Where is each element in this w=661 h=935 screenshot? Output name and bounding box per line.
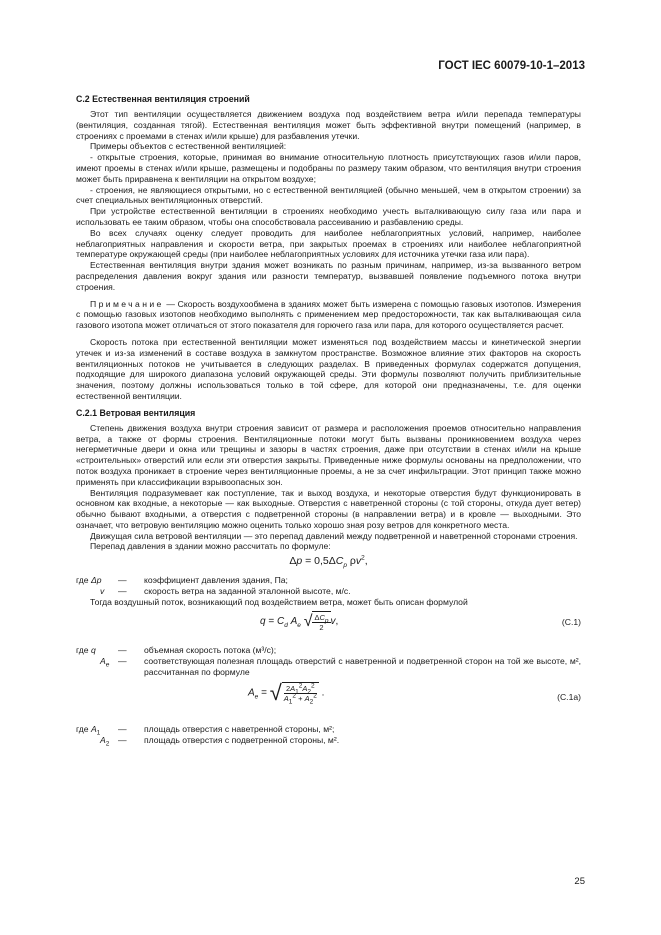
page-number: 25 bbox=[574, 876, 585, 887]
list-item: - строения, не являющиеся открытыми, но с естественной вентиляцией (обычно меньшей, чем в открытом строении) за счет специальных вентиляционных отверстий. bbox=[76, 184, 581, 206]
equation-c1-number: (С.1) bbox=[561, 617, 581, 628]
paragraph: Во всех случаях оценку следует проводить для наиболее неблагоприятных условий, например, наиболее неблагоприятных направления и скорости ветра, при закрытых проемах в строениях или наиболее неблагоприятной температуре окружающей среды (при наиболее неблагоприятных условиях для источника утечки газа или пара). bbox=[76, 227, 581, 260]
note-paragraph bbox=[76, 299, 581, 331]
definition-list bbox=[76, 575, 581, 597]
equation-c1a-body: $A_e$ = √ $\frac{2A_1^2A_2^2}{A_1^2 + A_2^2}$ . bbox=[248, 679, 325, 706]
definition-row: $A_2$ — площадь отверстия с подветренной стороны, м². bbox=[100, 734, 340, 748]
equation-c1a-number: (С.1а) bbox=[557, 691, 581, 702]
definition-row: $A_e$ — соответствующая полезная площадь отверстий с наветренной и подветренной сторон на той же высоте, м², рассчитанная по формуле bbox=[100, 656, 581, 678]
note-text: — Скорость воздухообмена в зданиях может быть измерена с помощью газовых изотопов. Измерения с помощью газовых изотопов необходимо выполнять с применением мер предосторожности, так как выталкивающая сила газового изотопа может отличаться от этого показателя для горючего газа или пара, для которого осуществляется расчет. bbox=[76, 298, 581, 331]
paragraph: Тогда воздушный поток, возникающий под воздействием ветра, может быть описан формулой bbox=[90, 596, 468, 607]
paragraph: Степень движения воздуха внутри строения зависит от размера и расположения проемов относительно направления ветра, а также от формы строения. Вентиляционные потоки могут быть вызваны проникновением воздуха через негерметичные двери и окна или трещины и зазоры в частях строения, даже при отсутствии в стенах и/или на крыше «строительных» отверстий или если эти отверстия закрыты. Приведенные ниже формулы основаны на предположении, что поток воздуха проникает в строение через вентиляционные проемы, а не за счет инфильтрации. Этот принцип также можно применять при классификации взрывоопасных зон. bbox=[76, 422, 581, 487]
paragraph: Движущая сила ветровой вентиляции — это перепад давлений между подветренной и наветренной сторонами строения. bbox=[90, 530, 578, 541]
paragraph: Примеры объектов с естественной вентиляцией: bbox=[90, 141, 287, 152]
standard-code-header: ГОСТ IEC 60079-10-1–2013 bbox=[438, 60, 585, 72]
list-item: - открытые строения, которые, принимая во внимание относительную плотность присутствующих газов и/или паров, имеют проемы в стенах и/или крыше, размещены и подобраны по размеру таким образом, что вентиляция внутри строения может быть приравнена к вентиляции на открытом воздухе; bbox=[76, 152, 581, 184]
definition-row: где $A_1$ — площадь отверстия с наветренной стороны, м²; bbox=[76, 723, 335, 737]
note-label: Примечание bbox=[90, 298, 164, 309]
equation-c1-body: $q = C_d$ $A_e$ √ $\frac{\Delta C_p}{2}$ v, bbox=[260, 612, 339, 633]
pressure-formula: $\Delta p = 0,5\Delta C_p$ $\rho v^2$, bbox=[289, 554, 368, 570]
definition-row: где Δp — коэффициент давления здания, Па; bbox=[76, 575, 288, 586]
definition-list bbox=[76, 645, 581, 677]
definition-row: где q — объемная скорость потока (м³/с); bbox=[76, 645, 277, 656]
equation-c1a bbox=[76, 680, 581, 722]
equation-c1 bbox=[76, 609, 581, 643]
paragraph: Этот тип вентиляции осуществляется движением воздуха под воздействием ветра и/или перепада температуры (вентиляция, созданная тягой). Естественная вентиляция может быть эффективной внутри помещений (например, в строениях с проемами в стенах и/или крыше) для разбавления утечки. bbox=[76, 109, 581, 141]
paragraph: Скорость потока при естественной вентиляции может изменяться под воздействием массы и кинетической энергии утечек и из-за изменений в составе воздуха в замкнутом пространстве. Возможное влияние этих факторов на скорость вентиляционных потоков не учитывается в следующих разделах. В приведенных формулах содержатся допущения, подходящие для широкого диапазона условий окружающей среды. Эти формулы позволяют получить приблизительные значения, поэтому должны использоваться только в той сфере, для которой они предназначены, т.е. для оценки естественной вентиляции. bbox=[76, 336, 581, 401]
paragraph: Естественная вентиляция внутри здания может возникать по разным причинам, например, из-за вызванного ветром распределения давления вокруг здания или разности температур, вызвавшей появление подъемного потока внутри строения. bbox=[76, 260, 581, 292]
paragraph: Перепад давления в здании можно рассчитать по формуле: bbox=[90, 541, 331, 552]
definition-list bbox=[76, 724, 581, 746]
definition-row: v — скорость ветра на заданной эталонной высоте, м/с. bbox=[100, 585, 351, 596]
page-content bbox=[76, 94, 581, 748]
paragraph: Вентиляция подразумевает как поступление, так и выход воздуха, и некоторые отверстия будут функционировать в основном как входные, а некоторые — как выходные. Отверстия с наветренной стороны (с той стороны, откуда дует ветер) обычно бывают входными, а отверстия с подветренной стороны (в направлении ветра) и в кровле — выходными. Это означает, что ветровую вентиляцию можно оценить только хорошо зная розу ветров для конкретного места. bbox=[76, 487, 581, 530]
section-c21-title: С.2.1 Ветровая вентиляция bbox=[76, 407, 196, 418]
section-c2-title: С.2 Естественная вентиляция строений bbox=[76, 94, 250, 104]
paragraph: При устройстве естественной вентиляции в строениях необходимо учесть выталкивающую силу газа или пара и использовать ее таким образом, чтобы она способствовала рассеиванию и разбавлению среды. bbox=[76, 206, 581, 227]
